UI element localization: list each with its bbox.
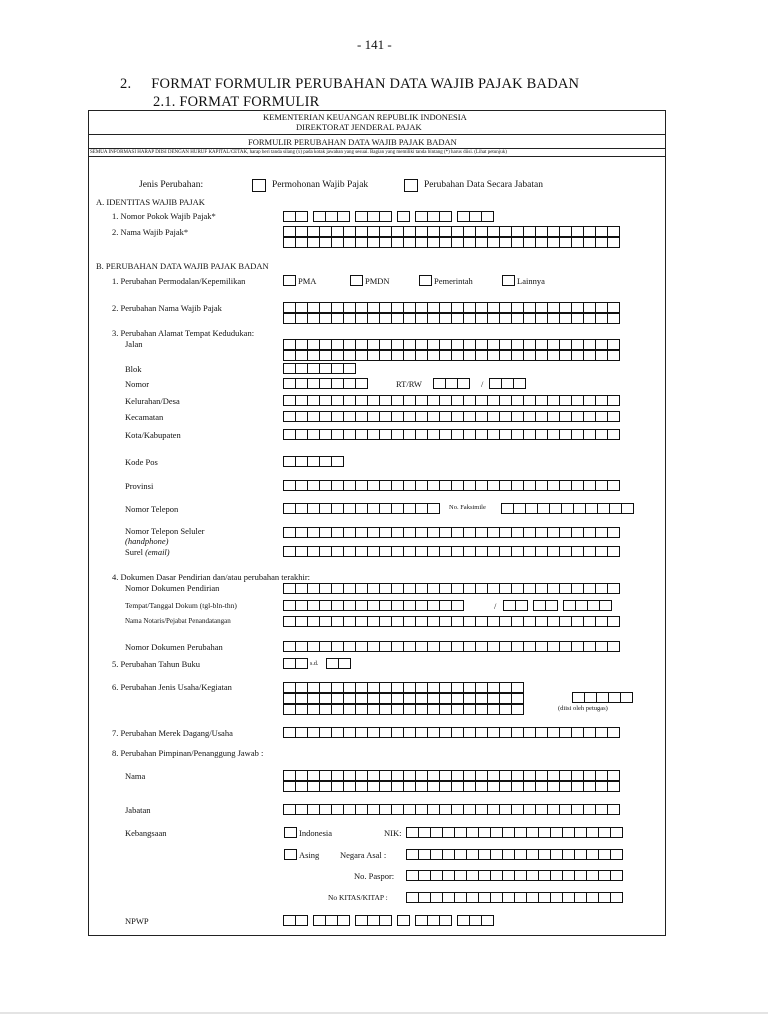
- nik-label: NIK:: [384, 828, 402, 838]
- item5-label: 5. Perubahan Tahun Buku: [112, 659, 201, 669]
- kecamatan-boxes[interactable]: [283, 411, 619, 422]
- kelurahan-boxes[interactable]: [283, 395, 619, 406]
- tempat-tanggal-label: Tempat/Tanggal Dokum (tgl-bln-thn): [125, 601, 237, 610]
- char-box[interactable]: [607, 781, 620, 792]
- faksimile-boxes[interactable]: [501, 503, 633, 514]
- rtrw-slash: /: [481, 379, 484, 389]
- char-box[interactable]: [607, 302, 620, 313]
- char-box[interactable]: [599, 600, 612, 611]
- heading-title: FORMAT FORMULIR PERUBAHAN DATA WAJIB PAJAK BADAN: [151, 76, 580, 92]
- option-pmdn: PMDN: [365, 276, 390, 286]
- section-a-title: A. IDENTITAS WAJIB PAJAK: [96, 197, 205, 207]
- char-box[interactable]: [610, 827, 623, 838]
- rt-boxes[interactable]: [433, 378, 469, 389]
- option-indonesia: Indonesia: [299, 828, 333, 838]
- tahun-buku-end[interactable]: [326, 658, 350, 669]
- checkbox-pmdn[interactable]: [350, 275, 363, 286]
- option-asing: Asing: [299, 850, 320, 860]
- provinsi-label: Provinsi: [125, 481, 154, 491]
- jenis-usaha-row1[interactable]: [283, 682, 523, 693]
- char-box[interactable]: [607, 727, 620, 738]
- negara-asal-boxes[interactable]: [406, 849, 622, 860]
- nomor-pendirian-boxes[interactable]: [283, 583, 619, 594]
- item2-label: 2. Perubahan Nama Wajib Pajak: [112, 303, 222, 313]
- tahun-buku-start[interactable]: [283, 658, 307, 669]
- pimpinan-nama-row1[interactable]: [283, 770, 619, 781]
- surel-boxes[interactable]: [283, 546, 619, 557]
- char-box[interactable]: [621, 503, 634, 514]
- item4-label: 4. Dokumen Dasar Pendirian dan/atau perubahan terakhir:: [112, 572, 311, 582]
- item8-label: 8. Perubahan Pimpinan/Penanggung Jawab :: [112, 748, 264, 758]
- char-box[interactable]: [607, 641, 620, 652]
- paspor-label: No. Paspor:: [354, 871, 395, 881]
- char-box[interactable]: [511, 682, 524, 693]
- kota-boxes[interactable]: [283, 429, 619, 440]
- email-text: (email): [145, 547, 170, 557]
- header-divider-2: [88, 148, 666, 149]
- option-pma: PMA: [298, 276, 317, 286]
- nomor-pendirian-label: Nomor Dokumen Pendirian: [125, 583, 220, 593]
- char-box[interactable]: [457, 378, 470, 389]
- char-box[interactable]: [607, 395, 620, 406]
- header-divider-3: [88, 156, 666, 157]
- kitas-label: No KITAS/KITAP :: [328, 893, 388, 902]
- form-title: FORMULIR PERUBAHAN DATA WAJIB PAJAK BADAN: [248, 137, 457, 147]
- checkbox-pemerintah[interactable]: [419, 275, 432, 286]
- blok-label: Blok: [125, 364, 142, 374]
- seluler-boxes[interactable]: [283, 527, 619, 538]
- pimpinan-npwp-boxes[interactable]: [283, 915, 493, 926]
- jenis-perubahan-label: Jenis Perubahan:: [139, 180, 204, 190]
- pimpinan-npwp-label: NPWP: [125, 916, 149, 926]
- seluler-label: Nomor Telepon Seluler: [125, 526, 205, 536]
- rtrw-label: RT/RW: [396, 379, 422, 389]
- subheading-format-formulir: 2.1. FORMAT FORMULIR: [153, 94, 320, 110]
- checkbox-indonesia[interactable]: [284, 827, 297, 838]
- nomor-perubahan-label: Nomor Dokumen Perubahan: [125, 642, 223, 652]
- nama-wp-row2[interactable]: [283, 237, 619, 248]
- nama-wp-row1[interactable]: [283, 226, 619, 237]
- handphone-label: (handphone): [125, 536, 169, 546]
- checkbox-lainnya[interactable]: [502, 275, 515, 286]
- char-box[interactable]: [607, 583, 620, 594]
- tempat-boxes[interactable]: [283, 600, 463, 611]
- notaris-label: Nama Notaris/Pejabat Penandatangan: [125, 617, 231, 625]
- char-box[interactable]: [610, 870, 623, 881]
- jenis-usaha-row2[interactable]: [283, 693, 523, 704]
- char-box[interactable]: [607, 546, 620, 557]
- item6-label: 6. Perubahan Jenis Usaha/Kegiatan: [112, 682, 232, 692]
- section-b-title: B. PERUBAHAN DATA WAJIB PAJAK BADAN: [96, 261, 269, 271]
- kelurahan-label: Kelurahan/Desa: [125, 396, 180, 406]
- pimpinan-nama-row2[interactable]: [283, 781, 619, 792]
- checkbox-permohonan[interactable]: [252, 179, 266, 192]
- option-lainnya: Lainnya: [517, 276, 545, 286]
- jalan-label: Jalan: [125, 339, 143, 349]
- char-box[interactable]: [607, 237, 620, 248]
- tanggal-boxes[interactable]: [503, 600, 611, 611]
- char-box[interactable]: [481, 211, 494, 222]
- blok-boxes[interactable]: [283, 363, 355, 374]
- char-box[interactable]: [607, 527, 620, 538]
- kitas-boxes[interactable]: [406, 892, 622, 903]
- jalan-row2[interactable]: [283, 350, 619, 361]
- checkbox-jabatan[interactable]: [404, 179, 418, 192]
- char-box[interactable]: [607, 313, 620, 324]
- char-box[interactable]: [607, 339, 620, 350]
- page-number: - 141 -: [357, 37, 392, 52]
- kota-label: Kota/Kabupaten: [125, 430, 181, 440]
- page-bottom-edge: [0, 1012, 768, 1014]
- npwp-boxes[interactable]: [283, 211, 493, 222]
- char-box[interactable]: [607, 226, 620, 237]
- item3-label: 3. Perubahan Alamat Tempat Kedudukan:: [112, 328, 255, 338]
- char-box[interactable]: [607, 429, 620, 440]
- kodepos-label: Kode Pos: [125, 457, 158, 467]
- faksimile-label: No. Faksimile: [449, 504, 486, 511]
- jabatan-label: Jabatan: [125, 805, 151, 815]
- heading-number: 2.: [120, 76, 132, 92]
- negara-asal-label: Negara Asal :: [340, 850, 387, 860]
- char-box[interactable]: [343, 363, 356, 374]
- nama-baru-row1[interactable]: [283, 302, 619, 313]
- nomor-boxes[interactable]: [283, 378, 367, 389]
- sd-label: s.d.: [310, 661, 319, 667]
- char-box[interactable]: [511, 704, 524, 715]
- char-box[interactable]: [451, 600, 464, 611]
- telepon-label: Nomor Telepon: [125, 504, 179, 514]
- option-pemerintah: Pemerintah: [434, 276, 473, 286]
- char-box[interactable]: [355, 378, 368, 389]
- char-box[interactable]: [607, 804, 620, 815]
- char-box[interactable]: [511, 693, 524, 704]
- jalan-row1[interactable]: [283, 339, 619, 350]
- kecamatan-label: Kecamatan: [125, 412, 164, 422]
- npwp-label: 1. Nomor Pokok Wajib Pajak*: [112, 211, 216, 221]
- char-box[interactable]: [607, 350, 620, 361]
- item7-label: 7. Perubahan Merek Dagang/Usaha: [112, 728, 233, 738]
- surel-label: [125, 548, 170, 557]
- dokumen-slash: /: [494, 601, 497, 611]
- heading-format: [120, 77, 579, 92]
- form-instruction: SEMUA INFORMASI HARAP DIISI DENGAN HURUF KAPITAL/CETAK, harap beri tanda silang (x) pada kotak jawaban yang sesuai. Bagian yang memiliki tanda bintang (*) harus diisi. (Lihat petunjuk): [90, 150, 507, 155]
- char-box[interactable]: [607, 770, 620, 781]
- kebangsaan-label: Kebangsaan: [125, 828, 167, 838]
- nomor-label: Nomor: [125, 379, 150, 389]
- char-box[interactable]: [607, 616, 620, 627]
- merek-boxes[interactable]: [283, 727, 619, 738]
- char-box[interactable]: [295, 658, 308, 669]
- ministry-name: KEMENTERIAN KEUANGAN REPUBLIK INDONESIA: [263, 112, 467, 122]
- pimpinan-nama-label: Nama: [125, 771, 146, 781]
- header-divider-1: [88, 134, 666, 135]
- char-box[interactable]: [620, 692, 633, 703]
- char-box[interactable]: [513, 378, 526, 389]
- checkbox-asing[interactable]: [284, 849, 297, 860]
- char-box[interactable]: [610, 892, 623, 903]
- jenis-usaha-row3[interactable]: [283, 704, 523, 715]
- kode-petugas-boxes: [572, 692, 632, 703]
- char-box[interactable]: [481, 915, 494, 926]
- char-box[interactable]: [607, 480, 620, 491]
- char-box[interactable]: [427, 503, 440, 514]
- kodepos-boxes[interactable]: [283, 456, 343, 467]
- char-box[interactable]: [331, 456, 344, 467]
- nama-wp-label: 2. Nama Wajib Pajak*: [112, 227, 189, 237]
- provinsi-boxes[interactable]: [283, 480, 619, 491]
- nama-baru-row2[interactable]: [283, 313, 619, 324]
- rw-boxes[interactable]: [489, 378, 525, 389]
- surel-text: Surel: [125, 547, 143, 557]
- char-box[interactable]: [610, 849, 623, 860]
- item1-label: 1. Perubahan Permodalan/Kepemilikan: [112, 276, 246, 286]
- option-jabatan: Perubahan Data Secara Jabatan: [424, 180, 543, 190]
- telepon-boxes[interactable]: [283, 503, 439, 514]
- char-box[interactable]: [607, 411, 620, 422]
- diisi-petugas-label: (diisi oleh petugas): [558, 705, 608, 712]
- nik-boxes[interactable]: [406, 827, 622, 838]
- char-box[interactable]: [338, 658, 351, 669]
- directorate-name: DIREKTORAT JENDERAL PAJAK: [296, 122, 422, 132]
- checkbox-pma[interactable]: [283, 275, 296, 286]
- option-permohonan: Permohonan Wajib Pajak: [272, 180, 369, 190]
- nomor-perubahan-boxes[interactable]: [283, 641, 619, 652]
- notaris-boxes[interactable]: [283, 616, 619, 627]
- jabatan-boxes[interactable]: [283, 804, 619, 815]
- paspor-boxes[interactable]: [406, 870, 622, 881]
